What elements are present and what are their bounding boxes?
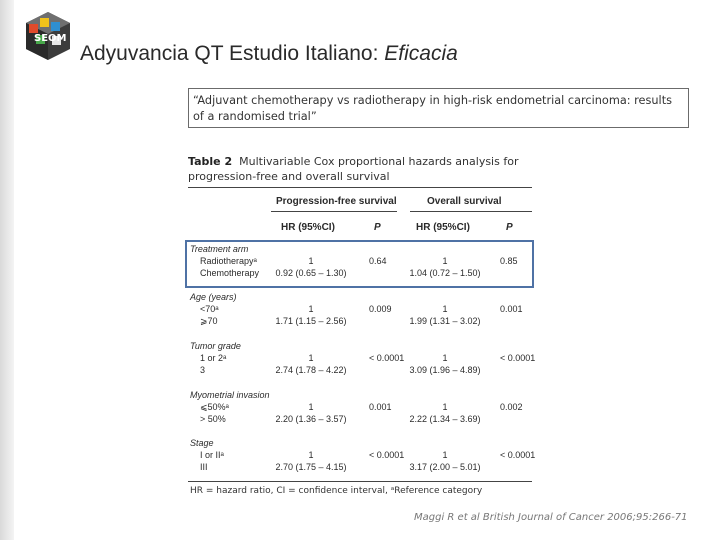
table-cell-pfs-hr: 1.71 (1.15 – 2.56) [275,316,347,326]
table-cell-label: Radiotherapyᵃ [200,256,257,266]
table-cell-pfs-hr: 1 [308,402,314,412]
pfs-group-header: Progression-free survival [276,196,397,207]
slide-title [80,42,458,66]
table-cell-pfs-hr: 1 [308,353,314,363]
svg-text:SEOM: SEOM [34,33,67,44]
table-group-label: Myometrial invasion [190,390,270,400]
pfs-hr-header: HR (95%CI) [281,222,335,233]
pfs-header-rule [271,211,397,212]
table-caption-label: Table 2 [188,155,233,168]
table-cell-os-hr: 1 [442,256,448,266]
table-cell-os-hr: 1.04 (0.72 – 1.50) [409,268,481,278]
os-p-header: P [506,222,513,233]
table-cell-pfs-hr: 1 [308,256,314,266]
left-decorative-strip [0,0,14,540]
seom-logo [22,8,74,64]
table-cell-os-hr: 1 [442,402,448,412]
table-cell-pfs-hr: 1 [308,304,314,314]
table-cell-pfs-hr: 0.92 (0.65 – 1.30) [275,268,347,278]
table-group-label: Treatment arm [190,244,249,254]
table-cell-pfs-p: 0.001 [369,402,392,412]
table-cell-os-hr: 1.99 (1.31 – 3.02) [409,316,481,326]
pfs-p-header: P [374,222,381,233]
slide-title-main: Adyuvancia QT Estudio Italiano: [80,42,385,65]
table-cell-label: ⩾70 [200,316,218,326]
treatment-arm-highlight [185,240,534,288]
table-cell-pfs-p: 0.009 [369,304,392,314]
table-cell-label: 1 or 2ᵃ [200,353,227,363]
seom-logo-cube-icon [22,8,74,64]
table-cell-os-hr: 1 [442,353,448,363]
table-cell-pfs-p: < 0.0001 [369,450,405,460]
table-group-label: Tumor grade [190,341,241,351]
table-cell-os-hr: 3.09 (1.96 – 4.89) [409,365,481,375]
table-cell-pfs-p: 0.64 [369,256,387,266]
table-caption [188,154,538,184]
table-cell-label: Chemotherapy [200,268,260,278]
table-cell-pfs-hr: 1 [308,450,314,460]
os-header-rule [410,211,532,212]
table-cell-pfs-hr: 2.74 (1.78 – 4.22) [275,365,347,375]
table-cell-os-p: < 0.0001 [500,353,536,363]
table-cell-pfs-hr: 2.70 (1.75 – 4.15) [275,462,347,472]
table-cell-os-p: 0.002 [500,402,523,412]
table-cell-os-hr: 3.17 (2.00 – 5.01) [409,462,481,472]
table-cell-os-hr: 1 [442,450,448,460]
table-cell-label: I or IIᵃ [200,450,224,460]
study-quote-box [188,88,689,128]
table-group-label: Stage [190,438,214,448]
table-cell-os-p: 0.85 [500,256,518,266]
table-cell-label: III [200,462,208,472]
table-cell-os-hr: 1 [442,304,448,314]
table-cell-pfs-p: < 0.0001 [369,353,405,363]
table-top-rule [188,187,532,188]
table-cell-label: 3 [200,365,206,375]
study-quote-text: “Adjuvant chemotherapy vs radiotherapy in high-risk endometrial carcinoma: results of a randomised trial” [193,94,673,123]
table-cell-pfs-hr: 2.20 (1.36 – 3.57) [275,414,347,424]
table-cell-label: <70ᵃ [200,304,219,314]
table-group-label: Age (years) [190,292,237,302]
table-cell-os-p: 0.001 [500,304,523,314]
table-caption-text: Multivariable Cox proportional hazards analysis for progression-free and overall survival [188,155,519,183]
slide-title-emphasis: Eficacia [384,42,458,65]
citation: Maggi R et al British Journal of Cancer 2006;95:266-71 [414,512,688,523]
table-bottom-rule [188,481,532,482]
table-cell-label: ⩽50%ᵃ [200,402,229,412]
os-group-header: Overall survival [427,196,502,207]
table-footnote: HR = hazard ratio, CI = confidence interval, ᵃReference category [190,486,483,496]
os-hr-header: HR (95%CI) [416,222,470,233]
table-cell-label: > 50% [200,414,226,424]
table-cell-os-hr: 2.22 (1.34 – 3.69) [409,414,481,424]
table-cell-os-p: < 0.0001 [500,450,536,460]
